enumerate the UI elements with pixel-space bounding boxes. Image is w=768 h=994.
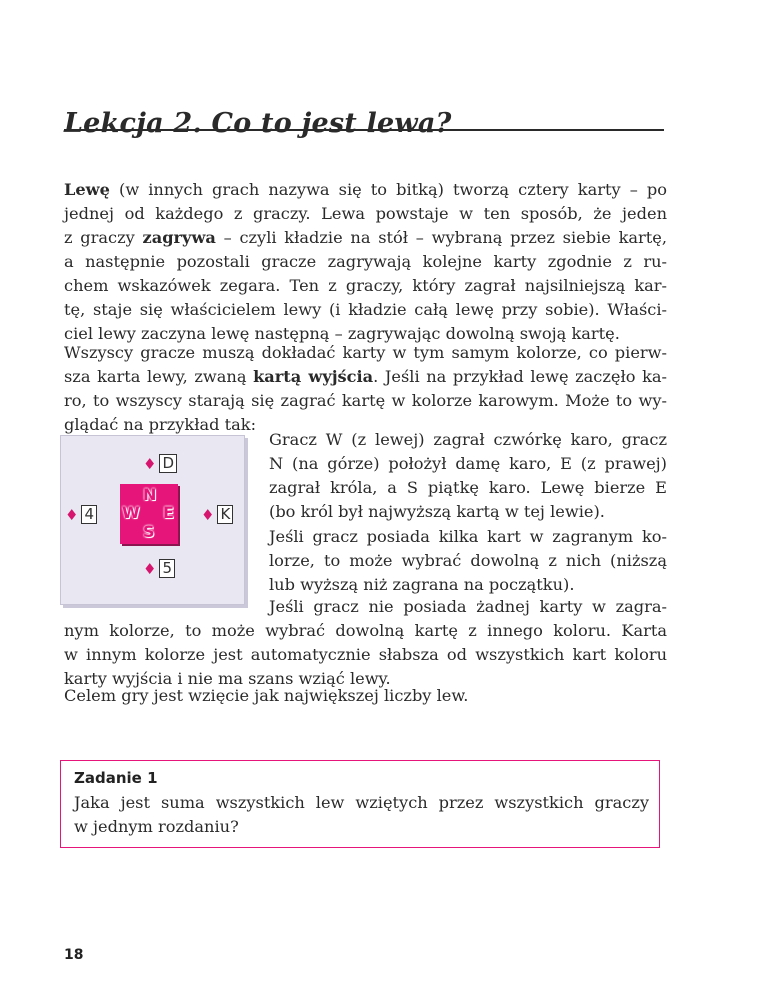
text-line: zagrał króla, a S piątkę karo. Lewę bierze E: [269, 478, 667, 497]
south-card: [143, 559, 175, 578]
paragraph-suit-rule: [64, 341, 667, 437]
paragraph-definition: [64, 178, 667, 346]
north-card: [143, 454, 177, 473]
east-card-rank: K: [217, 505, 233, 524]
paragraph-several-cards: [269, 525, 667, 597]
text-line: lorze, to może wybrać dowolną z nich (niższą: [269, 551, 667, 570]
text-fragment: sza karta lewy, zwaną: [64, 367, 254, 386]
text-fragment: – czyli kładzie na stół – wybraną przez siebie kartę,: [215, 228, 668, 247]
term-karta-wyjscia: kartą wyjścia: [253, 367, 374, 386]
term-zagrywa: zagrywa: [142, 228, 216, 247]
card-table: [120, 484, 178, 544]
text-line: Jeśli gracz posiada kilka kart w zagranym ko-: [269, 527, 667, 546]
text-line: N (na górze) położył damę karo, E (z prawej): [269, 454, 667, 473]
text-line: Celem gry jest wzięcie jak największej liczby lew.: [64, 686, 469, 705]
text-line: [64, 178, 667, 202]
diamond-icon: ♦: [143, 559, 157, 578]
seat-south-label: S: [143, 522, 155, 541]
task-title: Zadanie 1: [74, 769, 158, 787]
task-box: [60, 760, 660, 848]
trick-diagram: [60, 435, 245, 605]
text-fragment: z graczy: [64, 228, 143, 247]
page-title: Lekcja 2. Co to jest lewa?: [64, 108, 452, 140]
text-line: w jednym rozdaniu?: [74, 817, 239, 836]
text-line: chem wskazówek zegara. Ten z graczy, który zagrał najsilniejszą kar-: [64, 276, 667, 295]
text-line: w innym kolorze jest automatycznie słabsza od wszystkich kart koloru: [64, 645, 667, 664]
text-line: a następnie pozostali gracze zagrywają kolejne karty zgodnie z ru-: [64, 252, 667, 271]
paragraph-example: [269, 428, 667, 524]
seat-west-label: W: [122, 503, 140, 522]
task-question: [74, 791, 649, 839]
seat-east-label: E: [163, 503, 174, 522]
text-line: [64, 365, 667, 389]
term-lewe: Lewę: [64, 180, 110, 199]
text-line: Jaka jest suma wszystkich lew wziętych przez wszystkich graczy: [74, 793, 649, 812]
north-card-rank: D: [159, 454, 177, 473]
page-number: 18: [64, 947, 84, 963]
text-fragment: . Jeśli na przykład lewę zaczęło ka-: [373, 367, 667, 386]
text-line: lub wyższą niż zagrana na początku).: [269, 575, 575, 594]
text-line: [64, 226, 667, 250]
diamond-icon: ♦: [65, 505, 79, 524]
text-line: tę, staje się właścicielem lewy (i kładzie całą lewę przy sobie). Właści-: [64, 300, 667, 319]
text-line: Jeśli gracz nie posiada żadnej karty w zagra-: [269, 597, 667, 616]
text-line: jednej od każdego z graczy. Lewa powstaje w ten sposób, że jeden: [64, 204, 667, 223]
west-card: [65, 505, 97, 524]
paragraph-goal: [64, 684, 667, 708]
text-fragment: (w innych grach nazywa się to bitką) tworzą cztery karty – po: [109, 180, 667, 199]
title-divider: [64, 129, 664, 131]
west-card-rank: 4: [81, 505, 97, 524]
south-card-rank: 5: [159, 559, 175, 578]
text-line: Wszyscy gracze muszą dokładać karty w tym samym kolorze, co pierw-: [64, 343, 667, 362]
east-card: [201, 505, 233, 524]
text-line: karty wyjścia i nie ma szans wziąć lewy.: [64, 669, 391, 688]
text-line: ciel lewy zaczyna lewę następną – zagrywając dowolną swoją kartę.: [64, 324, 620, 343]
paragraph-no-card: [64, 595, 667, 691]
text-line: nym kolorze, to może wybrać dowolną kartę z innego koloru. Karta: [64, 621, 667, 640]
text-line: Gracz W (z lewej) zagrał czwórkę karo, gracz: [269, 430, 667, 449]
text-line: (bo król był najwyższą kartą w tej lewie).: [269, 502, 605, 521]
text-line: glądać na przykład tak:: [64, 415, 257, 434]
seat-north-label: N: [143, 485, 157, 504]
diamond-icon: ♦: [143, 454, 157, 473]
text-line: ro, to wszyscy starają się zagrać kartę w kolorze karowym. Może to wy-: [64, 391, 667, 410]
diamond-icon: ♦: [201, 505, 215, 524]
